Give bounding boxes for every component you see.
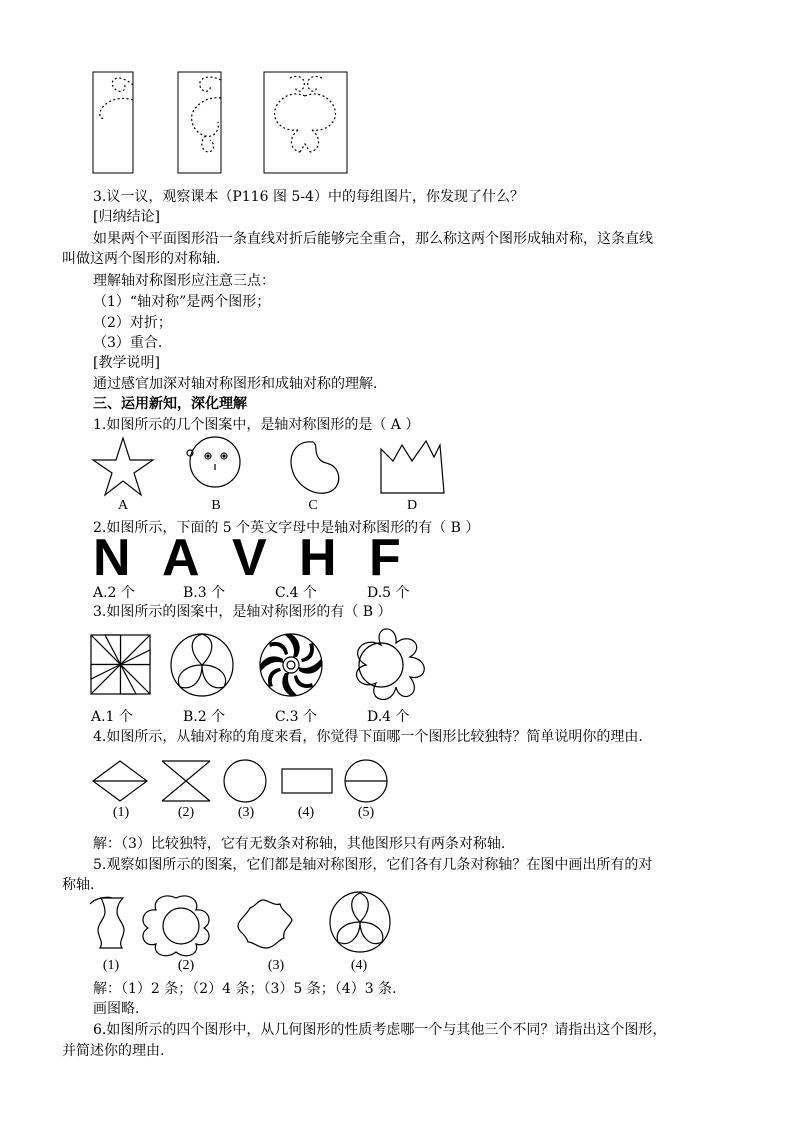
letter-n: N [93, 529, 131, 587]
q5-label-2: (2) [177, 958, 195, 973]
q2-option-a: A.2 个 [93, 585, 135, 601]
q3-option-b: B.2 个 [183, 709, 226, 725]
q1-label-c: C [308, 498, 318, 513]
line-3: 如果两个平面图形沿一条直线对折后能够完全重合，那么称这两个图形成轴对称，这条直线 [93, 231, 653, 247]
q2-option-c: C.4 个 [275, 585, 318, 601]
line-5: 理解轴对称图形应注意三点： [93, 273, 275, 289]
q4-label-5: (5) [357, 805, 375, 820]
line-6: （1）“轴对称”是两个图形； [93, 294, 271, 310]
question-1: 1.如图所示的几个图案中，是轴对称图形的是（ A ） [93, 417, 420, 433]
question-6-line-2: 并简述你的理由. [62, 1043, 165, 1059]
question-5-line-2: 称轴. [62, 877, 95, 893]
q4-label-3: (3) [237, 805, 255, 820]
folded-paper-figures [0, 0, 794, 180]
line-10: 通过感官加深对轴对称图形和成轴对称的理解. [93, 376, 378, 392]
q4-label-4: (4) [297, 805, 315, 820]
question-3: 3.如图所示的图案中，是轴对称图形的有（ B ） [93, 604, 392, 620]
q5-figures [0, 892, 794, 962]
section-heading-teaching-note: [教学说明] [93, 355, 160, 371]
letter-v: V [232, 529, 267, 587]
q3-option-d: D.4 个 [367, 709, 410, 725]
question-2: 2.如图所示，下面的 5 个英文字母中是轴对称图形的有（ B ） [93, 520, 480, 536]
line-8: （3）重合. [93, 335, 163, 351]
section-heading-conclusion: [归纳结论] [93, 209, 160, 225]
answer-5-note: 画图略. [93, 1001, 140, 1017]
q5-label-4: (4) [350, 958, 368, 973]
q1-label-a: A [117, 498, 129, 513]
answer-4: 解：（3）比较独特，它有无数条对称轴，其他图形只有两条对称轴. [93, 836, 506, 852]
q1-label-d: D [406, 498, 418, 513]
q4-label-2: (2) [177, 805, 195, 820]
q2-option-d: D.5 个 [367, 585, 410, 601]
q2-option-b: B.3 个 [183, 585, 226, 601]
question-6-line-1: 6.如图所示的四个图形中，从几何图形的性质考虑哪一个与其他三个不同？请指出这个图形， [93, 1022, 667, 1038]
question-5-line-1: 5.观察如图所示的图案，它们都是轴对称图形，它们各有几条对称轴？在图中画出所有的对 [93, 857, 653, 873]
q3-figures [0, 625, 794, 705]
line-7: （2）对折； [93, 315, 172, 331]
q3-option-c: C.3 个 [275, 709, 318, 725]
q5-label-1: (1) [102, 958, 120, 973]
answer-5: 解：（1）2 条；（2）4 条；（3）5 条；（4）3 条. [93, 981, 397, 997]
q3-option-a: A.1 个 [91, 709, 133, 725]
line-4: 叫做这两个图形的对称轴. [62, 251, 221, 267]
question-4: 4.如图所示，从轴对称的角度来看，你觉得下面哪一个图形比较独特？简单说明你的理由. [93, 729, 643, 745]
letter-a: A [162, 529, 200, 587]
q5-label-3: (3) [267, 958, 285, 973]
line-1: 3.议一议，观察课本（P116 图 5-4）中的每组图片，你发现了什么？ [93, 189, 524, 205]
section-heading-3: 三、运用新知，深化理解 [93, 396, 247, 412]
letter-h: H [299, 529, 337, 587]
q1-label-b: B [211, 498, 221, 513]
q4-label-1: (1) [112, 805, 130, 820]
letter-f: F [369, 529, 401, 587]
